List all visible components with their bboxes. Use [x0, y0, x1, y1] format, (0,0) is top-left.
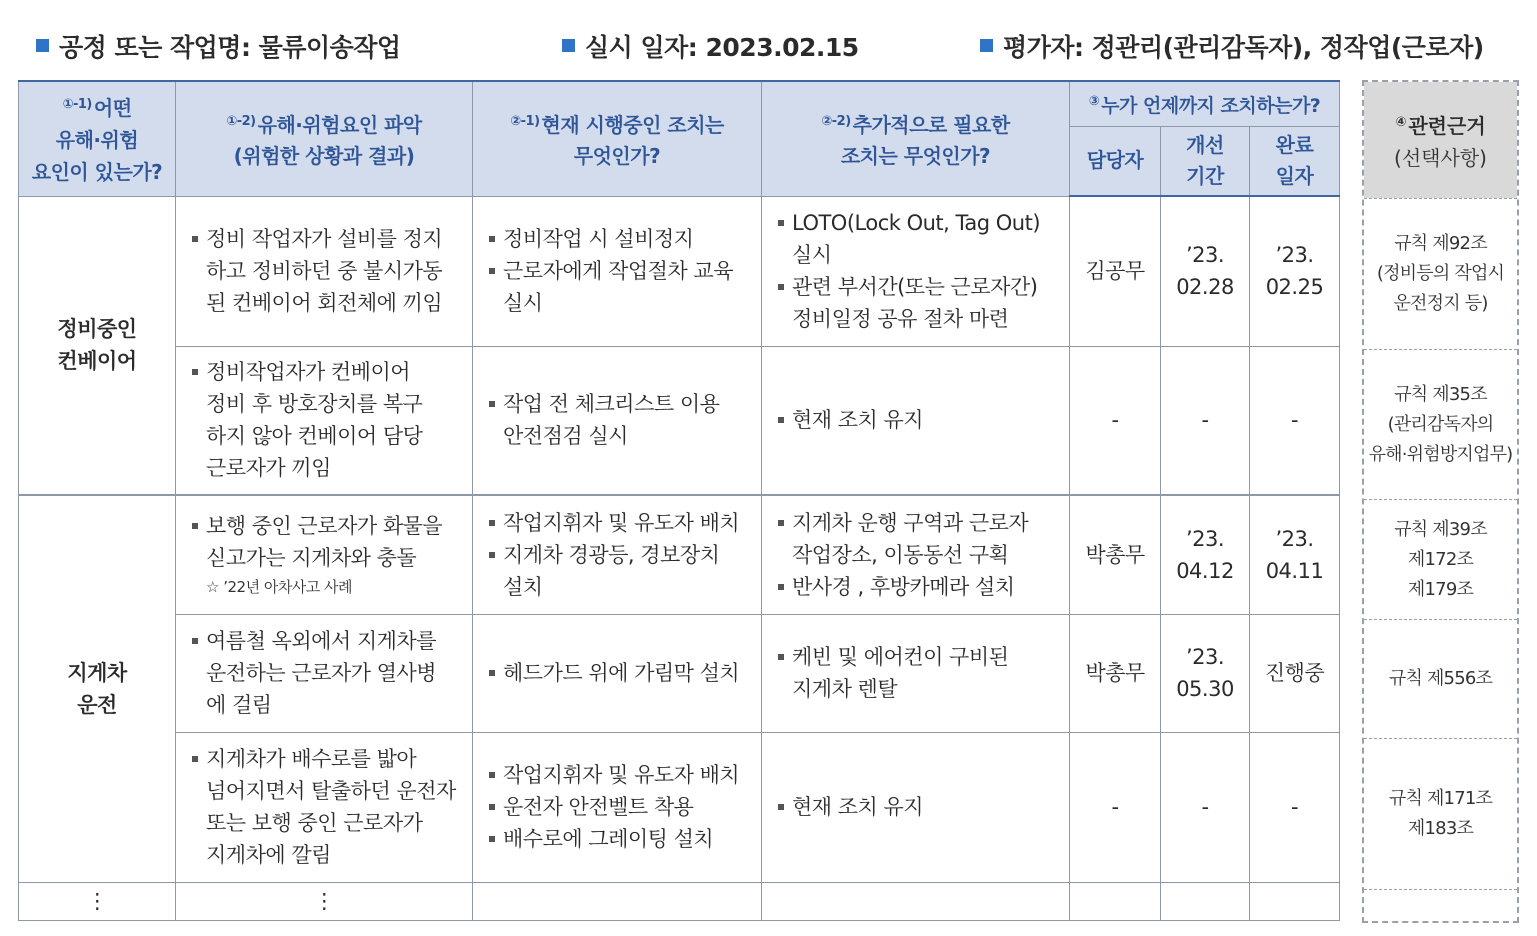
legal-basis-cell: 규칙 제171조 제183조 — [1364, 738, 1517, 889]
owner-cell: - — [1070, 346, 1161, 495]
current-measure-cell: 작업지휘자 및 유도자 배치 운전자 안전벨트 착용 배수로에 그레이팅 설치 — [473, 732, 762, 882]
current-measure-cell: 작업지휘자 및 유도자 배치 지게차 경광등, 경보장치 설치 — [473, 495, 762, 614]
evaluator-label: 평가자: 정관리(관리감독자), 정작업(근로자) — [980, 28, 1484, 62]
period-cell: ’23. 05.30 — [1161, 614, 1250, 732]
square-bullet-icon — [36, 39, 49, 52]
legal-basis-cell — [1364, 889, 1517, 925]
current-measure-cell: 작업 전 체크리스트 이용 안전점검 실시 — [473, 346, 762, 495]
additional-measure-cell: 현재 조치 유지 — [762, 346, 1070, 495]
period-cell: - — [1161, 732, 1250, 882]
table-row — [19, 346, 1340, 495]
legal-basis-cell: 규칙 제39조 제172조 제179조 — [1364, 499, 1517, 619]
period-cell: ’23. 04.12 — [1161, 495, 1250, 614]
table-row — [19, 196, 1340, 346]
header-improvement-period: 개선 기간 — [1161, 126, 1250, 196]
header-owner: 담당자 — [1070, 126, 1161, 196]
table-row — [19, 732, 1340, 882]
done-cell: 진행중 — [1250, 614, 1340, 732]
legal-basis-cell: 규칙 제556조 — [1364, 619, 1517, 738]
additional-measure-cell: LOTO(Lock Out, Tag Out) 실시 관련 부서간(또는 근로자간) 정비일정 공유 절차 마련 — [762, 196, 1070, 346]
header-who-when: ③ 누가 언제까지 조치하는가? — [1070, 81, 1340, 126]
done-cell: ’23. 04.11 — [1250, 495, 1340, 614]
additional-measure-cell: 케빈 및 에어컨이 구비된 지게차 렌탈 — [762, 614, 1070, 732]
period-cell: - — [1161, 346, 1250, 495]
table-row — [19, 614, 1340, 732]
continuation-row — [19, 882, 1340, 920]
header-current-measures: $^{②-1)}$ 현재 시행중인 조치는 무엇인가? — [473, 81, 762, 196]
current-measure-cell: 정비작업 시 설비정지 근로자에게 작업절차 교육 실시 — [473, 196, 762, 346]
additional-measure-cell: 현재 조치 유지 — [762, 732, 1070, 882]
done-cell: - — [1250, 732, 1340, 882]
done-cell: ’23. 02.25 — [1250, 196, 1340, 346]
hazard-cell: 보행 중인 근로자가 화물을 싣고가는 지게차와 충돌 ☆ ’22년 아차사고 사례 — [176, 495, 473, 614]
done-cell: - — [1250, 346, 1340, 495]
legal-basis-column — [1362, 80, 1519, 923]
risk-assessment-table — [18, 80, 1340, 921]
owner-cell: 박총무 — [1070, 614, 1161, 732]
hazard-cell: 지게차가 배수로를 밟아 넘어지면서 탈출하던 운전자 또는 보행 중인 근로자가 지게차에 깔림 — [176, 732, 473, 882]
owner-cell: 박총무 — [1070, 495, 1161, 614]
header-hazard-factor: $^{①-1)}$ 어떤 유해·위험 요인이 있는가? — [19, 81, 176, 196]
additional-measure-cell: 지게차 운행 구역과 근로자 작업장소, 이동동선 구획 반사경 , 후방카메라 설치 — [762, 495, 1070, 614]
hazard-cell: 여름철 옥외에서 지게차를 운전하는 근로자가 열사병 에 걸림 — [176, 614, 473, 732]
table-row — [19, 495, 1340, 614]
header-hazard-identification: $^{①-2)}$ 유해·위험요인 파악 (위험한 상황과 결과) — [176, 81, 473, 196]
legal-basis-cell: 규칙 제92조 (정비등의 작업시 운전정지 등) — [1364, 198, 1517, 349]
process-name-label: 공정 또는 작업명: 물류이송작업 — [36, 28, 401, 62]
category-conveyor: 정비중인 컨베이어 — [19, 196, 176, 495]
ellipsis-icon: ⋮ — [19, 882, 176, 920]
owner-cell: 김공무 — [1070, 196, 1161, 346]
near-miss-note: ☆ ’22년 아차사고 사례 — [206, 577, 353, 596]
period-cell: ’23. 02.28 — [1161, 196, 1250, 346]
category-forklift: 지게차 운전 — [19, 495, 176, 882]
square-bullet-icon — [562, 39, 575, 52]
header-legal-basis: ④ 관련근거 (선택사항) — [1364, 82, 1517, 198]
ellipsis-icon: ⋮ — [176, 882, 473, 920]
current-measure-cell: 헤드가드 위에 가림막 설치 — [473, 614, 762, 732]
header-completion-date: 완료 일자 — [1250, 126, 1340, 196]
legal-basis-cell: 규칙 제35조 (관리감독자의 유해·위험방지업무) — [1364, 349, 1517, 499]
square-bullet-icon — [980, 39, 993, 52]
hazard-cell: 정비작업자가 컨베이어 정비 후 방호장치를 복구 하지 않아 컨베이어 담당 근로자가 끼임 — [176, 346, 473, 495]
hazard-cell: 정비 작업자가 설비를 정지 하고 정비하던 중 불시가동 된 컨베이어 회전체에 끼임 — [176, 196, 473, 346]
inspection-date-label: 실시 일자: 2023.02.15 — [562, 28, 859, 62]
owner-cell: - — [1070, 732, 1161, 882]
header-additional-measures: $^{②-2)}$ 추가적으로 필요한 조치는 무엇인가? — [762, 81, 1070, 196]
